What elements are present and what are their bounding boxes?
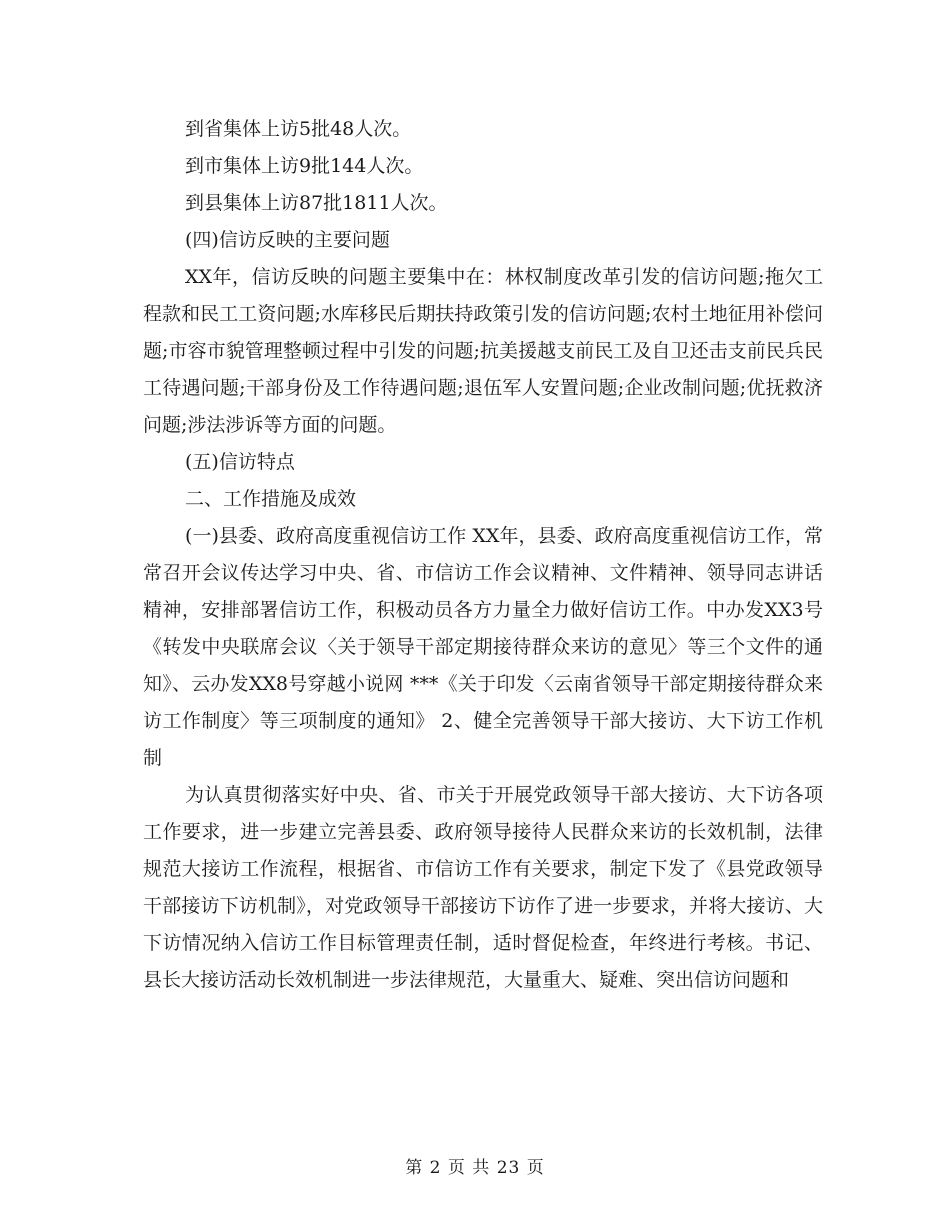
paragraph-county-petition: 到县集体上访87批1811人次。 [185, 192, 448, 214]
heading-work-measures: 二、工作措施及成效 [185, 488, 357, 510]
paragraph-city-petition: 到市集体上访9批144人次。 [185, 155, 424, 177]
page-number-footer: 第 2 页 共 23 页 [405, 1158, 545, 1178]
heading-main-issues: (四)信访反映的主要问题 [185, 229, 390, 251]
paragraph-leadership-attention: (一)县委、政府高度重视信访工作 XX年，县委、政府高度重视信访工作，常常召开会议传达学习中央、省、市信访工作会议精神、文件精神、领导同志讲话精神，安排部署信访工作，积极动员各方力量全力做好信访工作。中办发XX3号《转发中央联席会议〈关于领导干部定期接待群众来访的意见〉等三个文件的通知》、云办发XX8号穿越小说网 ***《关于印发〈云南省领导干部定期接待群众来访工作制度〉等三项制度的通知》 2、健全完善领导干部大接访、大下访工作机制 [143, 525, 823, 769]
paragraph-reception-mechanism: 为认真贯彻落实好中央、省、市关于开展党政领导干部大接访、大下访各项工作要求，进一步建立完善县委、政府领导接待人民群众来访的长效机制，法律规范大接访工作流程，根据省、市信访工作有关要求，制定下发了《县党政领导干部接访下访机制》，对党政领导干部接访下访作了进一步要求，并将大接访、大下访情况纳入信访工作目标管理责任制，适时督促检查，年终进行考核。书记、县长大接访活动长效机制进一步法律规范，大量重大、疑难、突出信访问题和 [143, 784, 823, 991]
heading-petition-features: (五)信访特点 [185, 451, 295, 473]
paragraph-main-issues: XX年，信访反映的问题主要集中在：林权制度改革引发的信访问题;拖欠工程款和民工工资问题;水库移民后期扶持政策引发的信访问题;农村土地征用补偿问题;市容市貌管理整顿过程中引发的问题;抗美援越支前民工及自卫还击支前民兵民工待遇问题;干部身份及工作待遇问题;退伍军人安置问题;企业改制问题;优抚救济问题;涉法涉诉等方面的问题。 [143, 266, 823, 436]
document-body [143, 111, 823, 999]
paragraph-province-petition: 到省集体上访5批48人次。 [185, 118, 412, 140]
